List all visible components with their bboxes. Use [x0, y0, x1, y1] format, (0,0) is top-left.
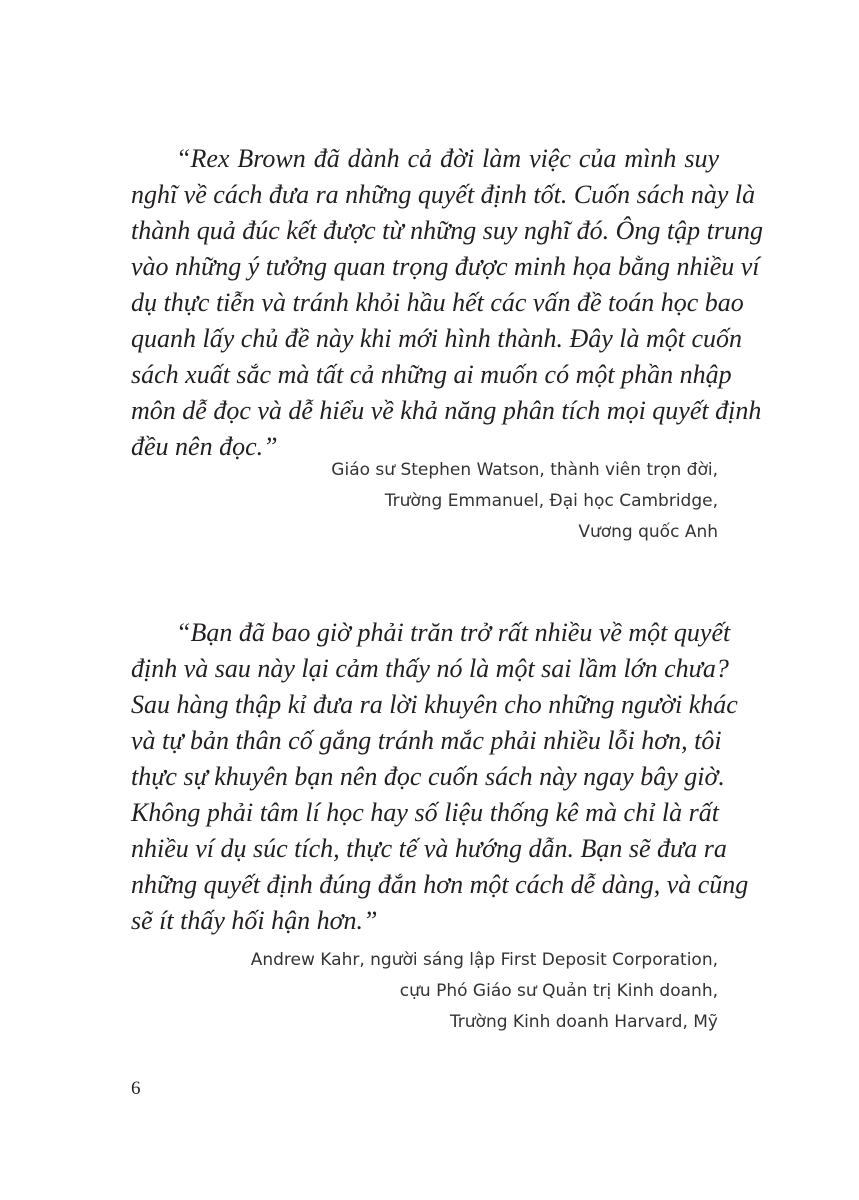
quote-line: nhiều ví dụ súc tích, thực tế và hướng dẫn. Bạn sẽ đưa ra	[131, 834, 727, 863]
quote-line: thành quả đúc kết được từ những suy nghĩ đó. Ông tập trung	[131, 216, 763, 245]
page-number: 6	[131, 1078, 141, 1099]
attribution-line: cựu Phó Giáo sư Quản trị Kinh doanh,	[399, 981, 718, 1001]
attribution-line: Trường Emmanuel, Đại học Cambridge,	[384, 491, 718, 511]
quote-line: nghĩ về cách đưa ra những quyết định tốt. Cuốn sách này là	[131, 180, 756, 209]
quote-1	[131, 141, 763, 465]
quote-line: môn dễ đọc và dễ hiểu về khả năng phân tích mọi quyết định	[131, 396, 762, 425]
quote-line: đều nên đọc.”	[131, 432, 278, 461]
quote-2-attribution	[251, 945, 718, 1038]
quote-line: “Rex Brown đã dành cả đời làm việc của mình suy	[176, 144, 719, 173]
attribution-line: Andrew Kahr, người sáng lập First Deposit Corporation,	[250, 950, 718, 970]
quote-line: “Bạn đã bao giờ phải trăn trở rất nhiều về một quyết	[176, 618, 731, 647]
quote-line: thực sự khuyên bạn nên đọc cuốn sách này ngay bây giờ.	[131, 762, 725, 791]
quote-line: quanh lấy chủ đề này khi mới hình thành. Đây là một cuốn	[131, 324, 743, 353]
attribution-line: Trường Kinh doanh Harvard, Mỹ	[449, 1012, 718, 1032]
quote-line: định và sau này lại cảm thấy nó là một sai lầm lớn chưa?	[131, 654, 729, 683]
quote-line: sẽ ít thấy hối hận hơn.”	[131, 906, 378, 935]
attribution-line: Vương quốc Anh	[578, 522, 718, 542]
quote-line: Không phải tâm lí học hay số liệu thống kê mà chỉ là rất	[131, 798, 719, 827]
quote-line: sách xuất sắc mà tất cả những ai muốn có một phần nhập	[131, 360, 732, 389]
quote-line: Sau hàng thập kỉ đưa ra lời khuyên cho những người khác	[131, 690, 738, 719]
quote-line: vào những ý tưởng quan trọng được minh họa bằng nhiều ví	[131, 252, 760, 281]
attribution-line: Giáo sư Stephen Watson, thành viên trọn đời,	[331, 460, 718, 480]
quote-line: những quyết định đúng đắn hơn một cách dễ dàng, và cũng	[131, 870, 749, 899]
quote-line: và tự bản thân cố gắng tránh mắc phải nhiều lỗi hơn, tôi	[131, 726, 722, 755]
quote-2	[131, 615, 749, 939]
quote-line: dụ thực tiễn và tránh khỏi hầu hết các vấn đề toán học bao	[131, 288, 744, 317]
quote-1-attribution	[331, 455, 718, 548]
